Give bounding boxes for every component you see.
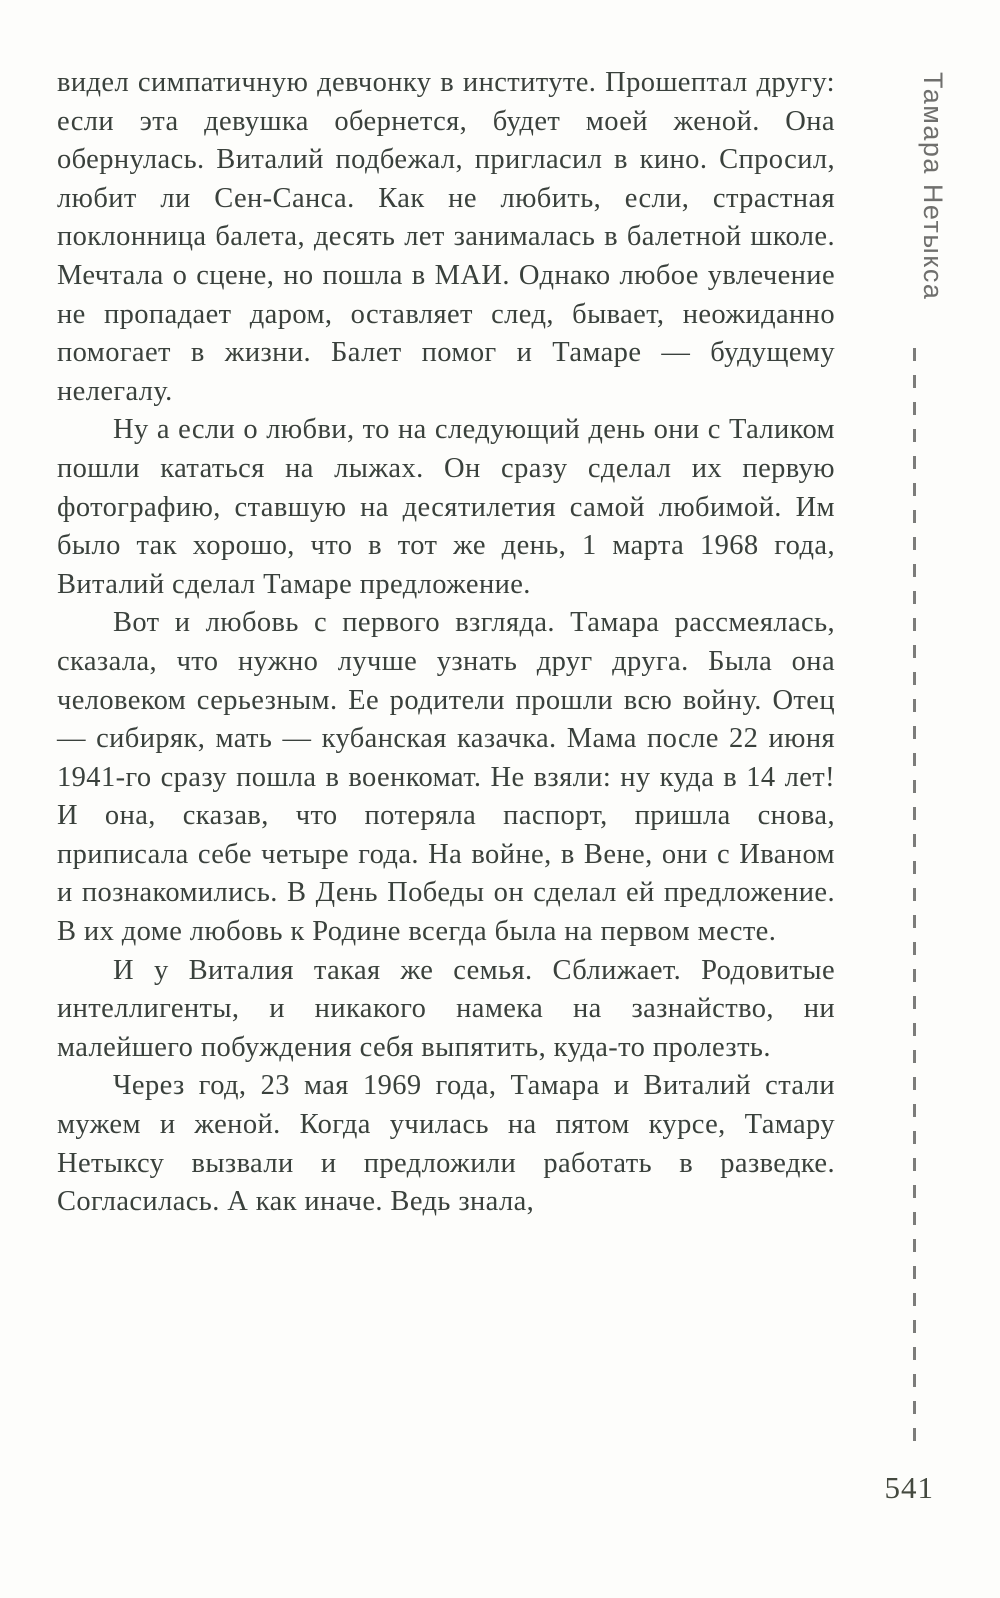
vertical-dashed-divider	[913, 348, 916, 1446]
paragraph: видел симпатичную девчонку в институте. Прошептал другу: если эта девушка обернется, будет моей женой. Она обернулась. Виталий подбежал, пригласил в кино. Спросил, любит ли Сен-Санса. Как не любить, если, страстная поклонница балета, десять лет занималась в балетной школе. Мечтала о сцене, но пошла в МАИ. Однако любое увлечение не пропадает даром, оставляет след, бывает, неожиданно помогает в жизни. Балет помог и Тамаре — будущему нелегалу.	[57, 67, 835, 407]
body-text	[57, 64, 835, 1222]
paragraph: И у Виталия такая же семья. Сближает. Родовитые интеллигенты, и никакого намека на зазнайство, ни малейшего побуждения себя выпятить, куда-то пролезть.	[57, 954, 835, 1063]
margin-column	[870, 0, 1000, 1598]
paragraph: Ну а если о любви, то на следующий день они с Таликом пошли кататься на лыжах. Он сразу сделал их первую фотографию, ставшую на десятилетия самой любимой. Им было так хорошо, что в тот же день, 1 марта 1968 года, Виталий сделал Тамаре предложение.	[57, 414, 835, 600]
paragraph: Вот и любовь с первого взгляда. Тамара рассмеялась, сказала, что нужно лучше узнать друг друга. Была она человеком серьезным. Ее родители прошли всю войну. Отец — сибиряк, мать — кубанская казачка. Мама после 22 июня 1941-го сразу пошла в военкомат. Не взяли: ну куда в 14 лет! И она, сказав, что потеряла паспорт, пришла снова, приписала себе четыре года. На войне, в Вене, они с Иваном и познакомились. В День Победы он сделал ей предложение. В их доме любовь к Родине всегда была на первом месте.	[57, 607, 835, 948]
paragraph: Через год, 23 мая 1969 года, Тамара и Виталий стали мужем и женой. Когда училась на пятом курсе, Тамару Нетыксу вызвали и предложили работать в разведке. Согласилась. А как иначе. Ведь знала,	[57, 1070, 835, 1218]
chapter-title-vertical: Тамара Нетыкса	[918, 72, 948, 301]
page-number: 541	[884, 1470, 934, 1505]
